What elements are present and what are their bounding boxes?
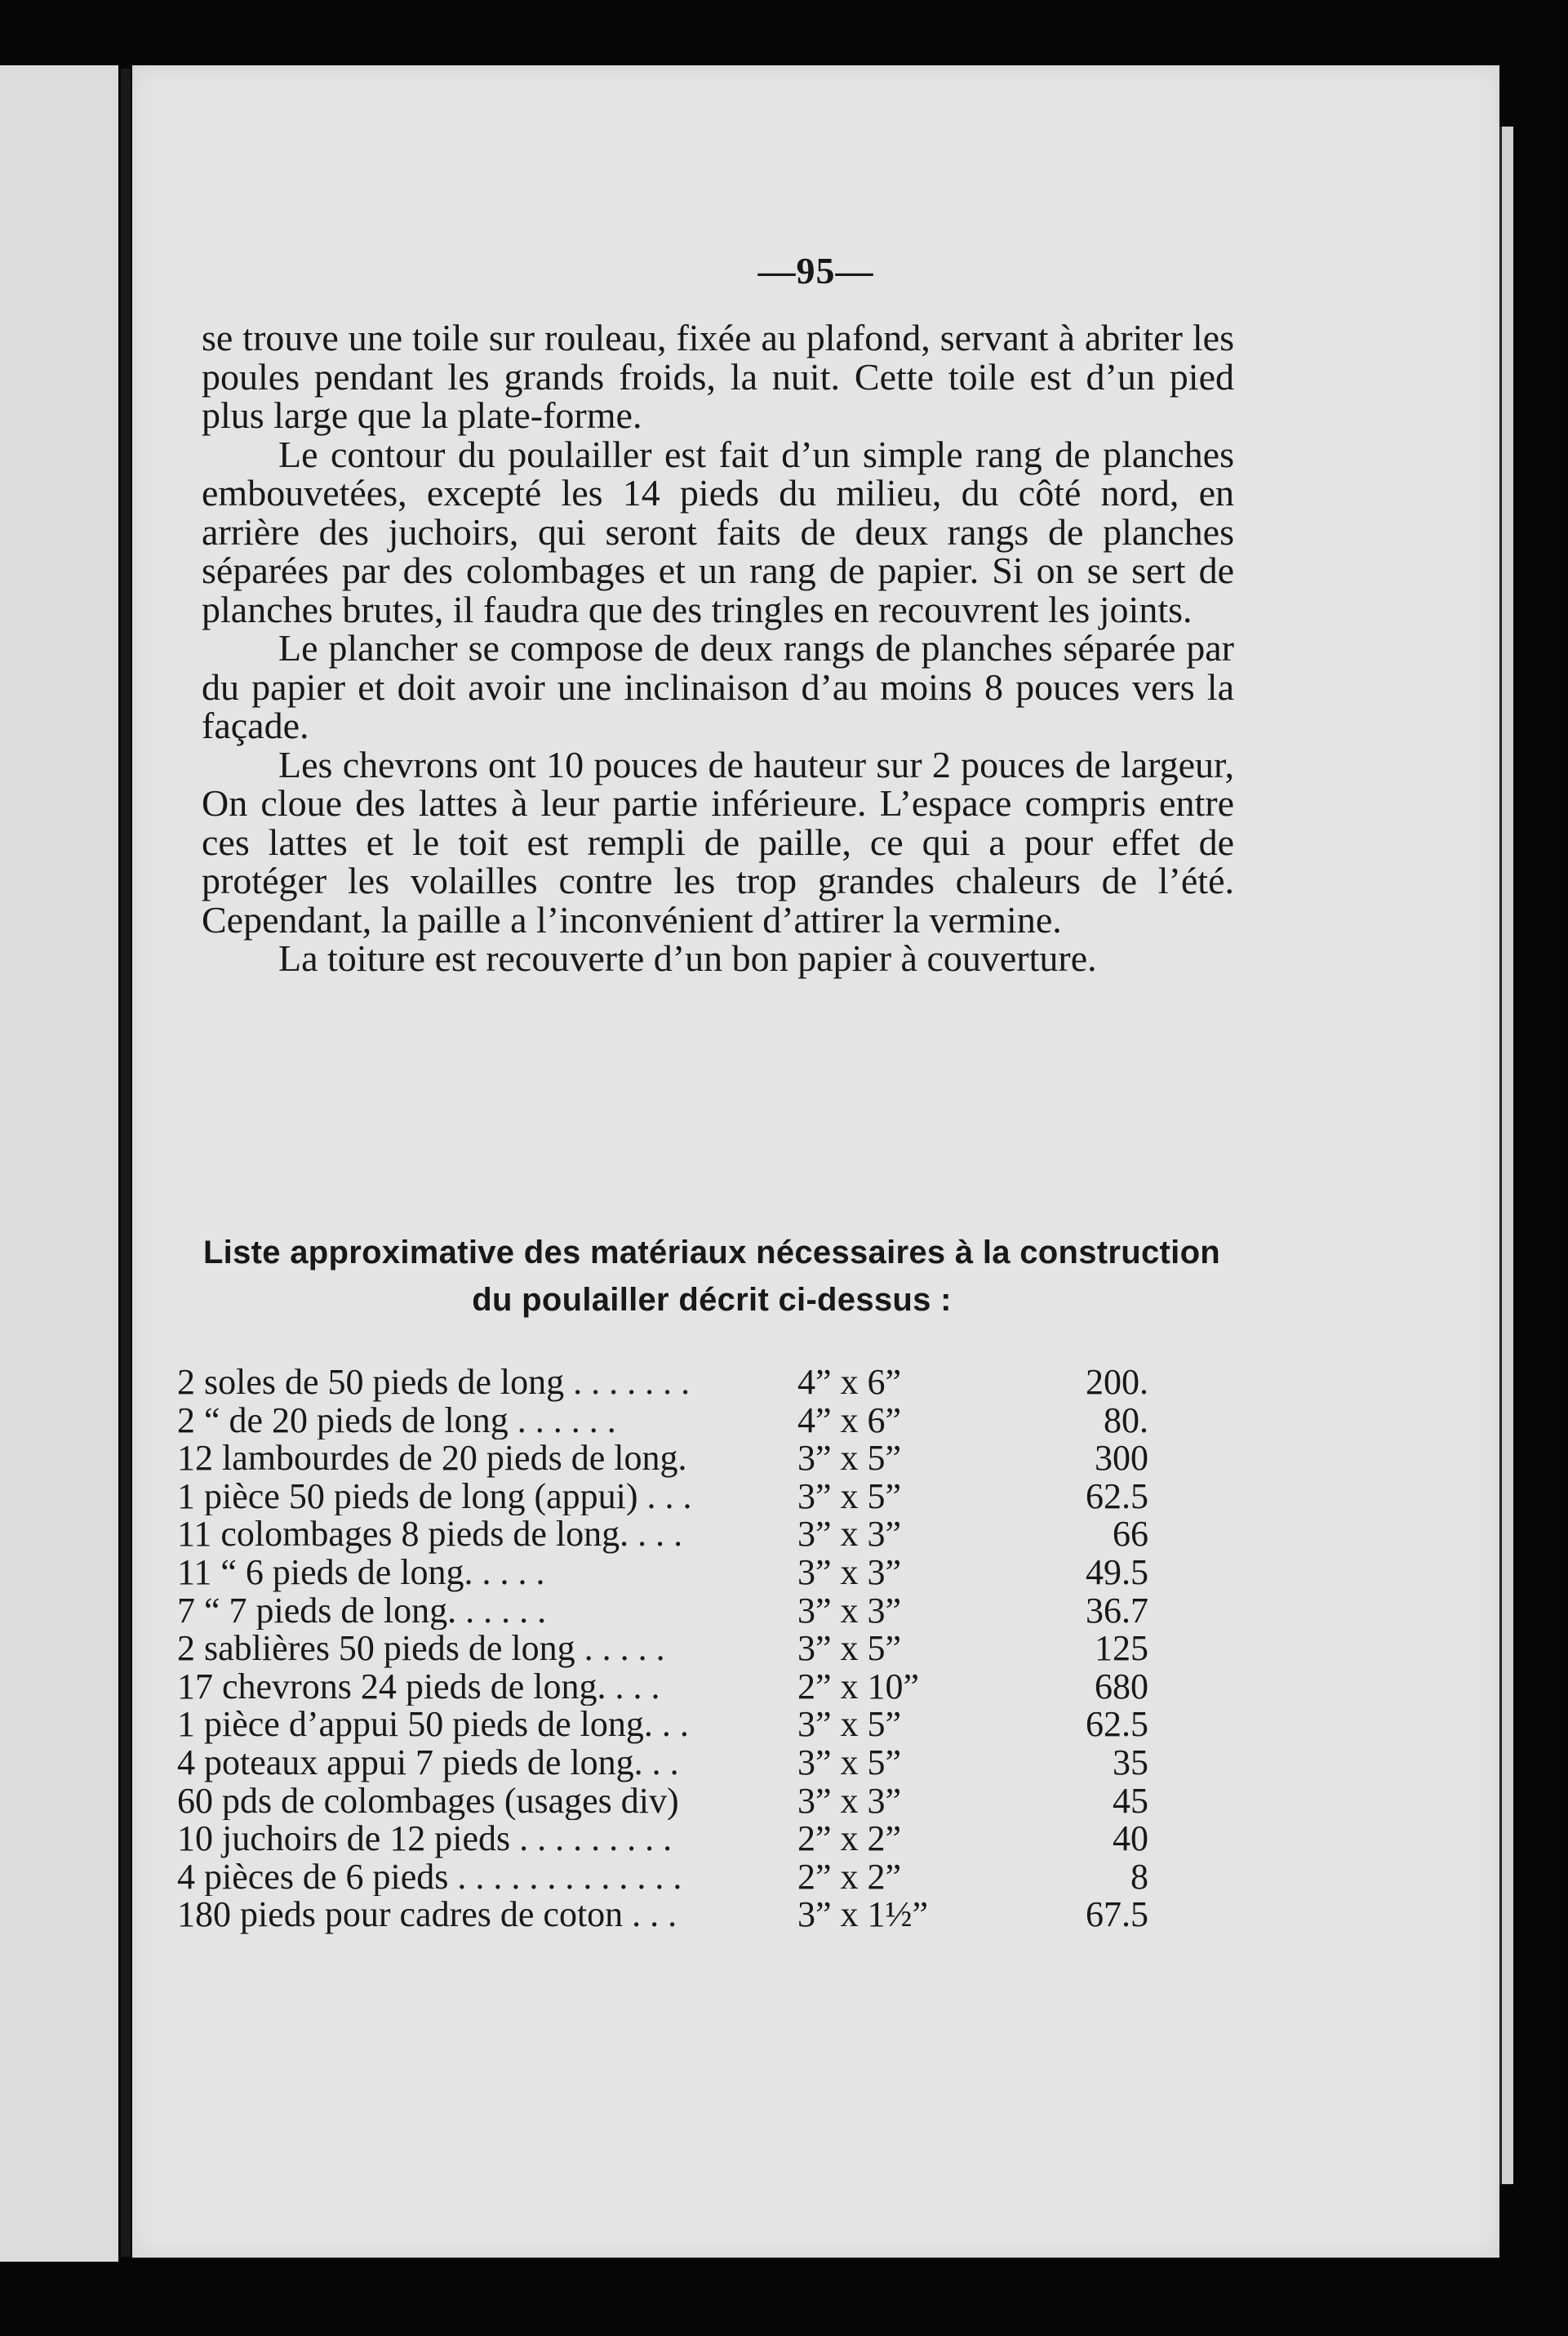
material-description: 7 “ 7 pieds de long. . . . . .	[177, 1591, 547, 1631]
materials-list	[177, 1364, 1238, 1934]
materials-heading: Liste approximative des matériaux nécessaires à la construction du poulailler décrit ci-dessus :	[202, 1235, 1221, 1318]
material-description: 2 soles de 50 pieds de long . . . . . . .	[177, 1364, 691, 1402]
material-description: 180 pieds pour cadres de coton . . .	[177, 1896, 677, 1934]
material-dimensions: 2” x 10”	[797, 1666, 920, 1706]
material-row	[177, 1782, 1238, 1821]
material-description: 4 poteaux appui 7 pieds de long. . .	[177, 1743, 679, 1782]
material-dimensions: 2” x 2”	[797, 1856, 902, 1897]
material-dimensions: 3” x 5”	[797, 1628, 902, 1669]
material-dimensions: 4” x 6”	[797, 1399, 902, 1440]
page-gutter	[121, 69, 131, 2257]
material-row	[177, 1744, 1238, 1782]
material-dimensions: 3” x 1½”	[797, 1894, 929, 1935]
body-text	[202, 318, 1234, 978]
material-dimensions: 3” x 5”	[797, 1742, 902, 1782]
paragraph: se trouve une toile sur rouleau, fixée au plafond, servant à abriter les poules pendant les grands froids, la nuit. Cette toile est d’un pied plus large que la plate-forme.	[202, 317, 1234, 436]
material-dimensions: 3” x 3”	[797, 1514, 902, 1555]
material-description: 60 pds de colombages (usages div)	[177, 1782, 679, 1821]
material-dimensions: 3” x 5”	[797, 1438, 902, 1479]
material-description: 17 chevrons 24 pieds de long. . . .	[177, 1667, 660, 1706]
book-page	[132, 65, 1499, 2258]
material-description: 4 pièces de 6 pieds . . . . . . . . . . . . .	[177, 1858, 682, 1897]
material-row	[177, 1630, 1238, 1668]
material-row	[177, 1551, 1238, 1592]
material-value: 40	[1113, 1818, 1148, 1859]
material-description: 11 “ 6 pieds de long. . . . .	[177, 1553, 545, 1592]
material-value: 300	[1095, 1438, 1148, 1479]
material-dimensions: 3” x 3”	[797, 1590, 902, 1631]
page-number: —95—	[757, 250, 874, 291]
material-description: 1 pièce d’appui 50 pieds de long. . .	[177, 1706, 689, 1744]
material-row	[177, 1706, 1238, 1744]
paragraph: Le plancher se compose de deux rangs de planches séparée par du papier et doit avoir une inclinaison d’au moins 8 pouces vers la façade.	[202, 627, 1234, 746]
material-value: 8	[1130, 1856, 1148, 1897]
paragraph: Les chevrons ont 10 pouces de hauteur sur 2 pouces de largeur, On cloue des lattes à leur partie inférieure. L’espace compris entre ces lattes et le toit est rempli de paille, ce qui a pour effet de protéger les volailles contre les trop grandes chaleurs de l’été. Cependant, la paille a l’inconvénient d’attirer la vermine.	[202, 743, 1234, 941]
material-description: 11 colombages 8 pieds de long. . . .	[177, 1515, 683, 1554]
material-dimensions: 4” x 6”	[797, 1362, 902, 1402]
material-dimensions: 3” x 5”	[797, 1475, 902, 1516]
material-value: 62.5	[1086, 1704, 1148, 1745]
material-value: 200.	[1086, 1362, 1148, 1402]
material-value: 66	[1113, 1514, 1148, 1555]
material-row	[177, 1592, 1238, 1631]
material-row	[177, 1820, 1238, 1858]
material-row	[177, 1858, 1238, 1897]
material-row	[177, 1439, 1238, 1478]
material-description: 2 sablières 50 pieds de long . . . . .	[177, 1630, 665, 1668]
material-value: 80.	[1104, 1399, 1148, 1440]
material-dimensions: 3” x 5”	[797, 1704, 902, 1745]
material-row	[177, 1475, 1238, 1516]
material-value: 62.5	[1086, 1475, 1148, 1516]
material-description: 12 lambourdes de 20 pieds de long.	[177, 1439, 687, 1478]
material-value: 125	[1095, 1628, 1148, 1669]
paragraph: La toiture est recouverte d’un bon papier à couverture.	[278, 937, 1097, 979]
page-edge	[1499, 127, 1513, 2184]
material-row	[177, 1515, 1238, 1554]
material-description: 2 “ de 20 pieds de long . . . . . .	[177, 1401, 616, 1440]
material-value: 35	[1113, 1742, 1148, 1782]
material-dimensions: 3” x 3”	[797, 1780, 902, 1821]
material-value: 49.5	[1086, 1551, 1148, 1592]
adjacent-page	[0, 65, 118, 2262]
material-description: 10 juchoirs de 12 pieds . . . . . . . . .	[177, 1820, 673, 1858]
material-dimensions: 3” x 3”	[797, 1551, 902, 1592]
material-description: 1 pièce 50 pieds de long (appui) . . .	[177, 1477, 692, 1516]
material-value: 67.5	[1086, 1894, 1148, 1935]
material-value: 36.7	[1086, 1590, 1148, 1631]
material-row	[177, 1364, 1238, 1402]
material-row	[177, 1399, 1238, 1440]
paragraph: Le contour du poulailler est fait d’un simple rang de planches embouvetées, excepté les 14 pieds du milieu, du côté nord, en arrière des juchoirs, qui seront faits de deux rangs de planches séparées par des colombages et un rang de papier. Si on se sert de planches brutes, il faudra que des tringles en recouvrent les joints.	[202, 433, 1234, 630]
material-dimensions: 2” x 2”	[797, 1818, 902, 1859]
material-row	[177, 1896, 1238, 1934]
material-value: 680	[1095, 1666, 1148, 1706]
material-row	[177, 1668, 1238, 1706]
material-value: 45	[1113, 1780, 1148, 1821]
